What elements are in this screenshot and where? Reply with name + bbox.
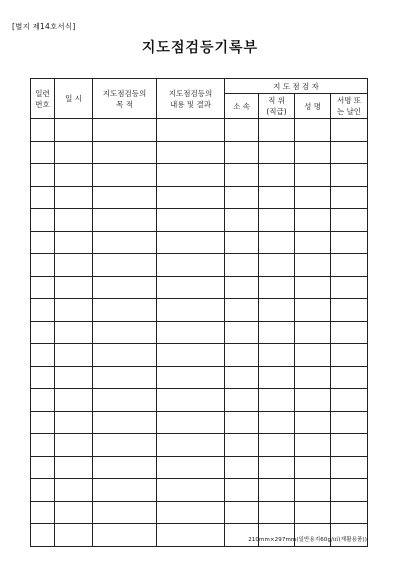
serial-number-cell[interactable] <box>31 456 55 479</box>
affiliation-cell[interactable] <box>225 321 259 344</box>
header-position: 직 위 (직급) <box>259 94 295 119</box>
table-row <box>31 501 368 524</box>
name-cell[interactable] <box>295 501 331 524</box>
signature-cell[interactable] <box>331 479 368 502</box>
serial-number-cell[interactable] <box>31 141 55 164</box>
affiliation-cell[interactable] <box>225 186 259 209</box>
content-result-cell[interactable] <box>157 209 225 232</box>
purpose-cell[interactable] <box>93 119 157 142</box>
serial-number-cell[interactable] <box>31 299 55 322</box>
affiliation-cell[interactable] <box>225 411 259 434</box>
affiliation-cell[interactable] <box>225 254 259 277</box>
datetime-cell[interactable] <box>55 276 93 299</box>
signature-cell[interactable] <box>331 119 368 142</box>
signature-cell[interactable] <box>331 231 368 254</box>
purpose-cell[interactable] <box>93 276 157 299</box>
position-cell[interactable] <box>259 186 295 209</box>
purpose-cell[interactable] <box>93 456 157 479</box>
table-row <box>31 321 368 344</box>
content-result-cell[interactable] <box>157 389 225 412</box>
name-cell[interactable] <box>295 141 331 164</box>
name-cell[interactable] <box>295 254 331 277</box>
header-content-result: 지도점검등의 내용 및 결과 <box>157 79 225 119</box>
table-row <box>31 366 368 389</box>
serial-number-cell[interactable] <box>31 434 55 457</box>
affiliation-cell[interactable] <box>225 366 259 389</box>
name-cell[interactable] <box>295 434 331 457</box>
name-cell[interactable] <box>295 321 331 344</box>
content-result-cell[interactable] <box>157 524 225 547</box>
datetime-cell[interactable] <box>55 231 93 254</box>
signature-cell[interactable] <box>331 186 368 209</box>
purpose-cell[interactable] <box>93 479 157 502</box>
datetime-cell[interactable] <box>55 456 93 479</box>
serial-number-cell[interactable] <box>31 254 55 277</box>
table-row <box>31 299 368 322</box>
name-cell[interactable] <box>295 456 331 479</box>
serial-number-cell[interactable] <box>31 524 55 547</box>
serial-number-cell[interactable] <box>31 366 55 389</box>
purpose-cell[interactable] <box>93 299 157 322</box>
position-cell[interactable] <box>259 209 295 232</box>
position-cell[interactable] <box>259 231 295 254</box>
affiliation-cell[interactable] <box>225 344 259 367</box>
datetime-cell[interactable] <box>55 164 93 187</box>
purpose-cell[interactable] <box>93 164 157 187</box>
header-name: 성 명 <box>295 94 331 119</box>
header-inspector-group: 지 도 점 검 자 <box>225 79 368 94</box>
datetime-cell[interactable] <box>55 299 93 322</box>
serial-number-cell[interactable] <box>31 119 55 142</box>
serial-number-cell[interactable] <box>31 479 55 502</box>
datetime-cell[interactable] <box>55 389 93 412</box>
affiliation-cell[interactable] <box>225 276 259 299</box>
purpose-cell[interactable] <box>93 434 157 457</box>
name-cell[interactable] <box>295 366 331 389</box>
purpose-cell[interactable] <box>93 209 157 232</box>
serial-number-cell[interactable] <box>31 186 55 209</box>
affiliation-cell[interactable] <box>225 456 259 479</box>
purpose-cell[interactable] <box>93 524 157 547</box>
name-cell[interactable] <box>295 186 331 209</box>
purpose-cell[interactable] <box>93 254 157 277</box>
content-result-cell[interactable] <box>157 456 225 479</box>
datetime-cell[interactable] <box>55 141 93 164</box>
affiliation-cell[interactable] <box>225 389 259 412</box>
content-result-cell[interactable] <box>157 344 225 367</box>
affiliation-cell[interactable] <box>225 231 259 254</box>
content-result-cell[interactable] <box>157 299 225 322</box>
table-row <box>31 209 368 232</box>
datetime-cell[interactable] <box>55 209 93 232</box>
content-result-cell[interactable] <box>157 411 225 434</box>
name-cell[interactable] <box>295 209 331 232</box>
signature-cell[interactable] <box>331 389 368 412</box>
content-result-cell[interactable] <box>157 366 225 389</box>
serial-number-cell[interactable] <box>31 501 55 524</box>
table-row <box>31 119 368 142</box>
signature-cell[interactable] <box>331 254 368 277</box>
content-result-cell[interactable] <box>157 164 225 187</box>
purpose-cell[interactable] <box>93 231 157 254</box>
signature-cell[interactable] <box>331 164 368 187</box>
serial-number-cell[interactable] <box>31 344 55 367</box>
datetime-cell[interactable] <box>55 479 93 502</box>
table-row <box>31 186 368 209</box>
content-result-cell[interactable] <box>157 186 225 209</box>
position-cell[interactable] <box>259 141 295 164</box>
signature-cell[interactable] <box>331 321 368 344</box>
serial-number-cell[interactable] <box>31 411 55 434</box>
name-cell[interactable] <box>295 344 331 367</box>
content-result-cell[interactable] <box>157 276 225 299</box>
affiliation-cell[interactable] <box>225 479 259 502</box>
name-cell[interactable] <box>295 231 331 254</box>
table-row <box>31 164 368 187</box>
position-cell[interactable] <box>259 501 295 524</box>
serial-number-cell[interactable] <box>31 389 55 412</box>
purpose-cell[interactable] <box>93 501 157 524</box>
form-number-label: [별지 제14호서식] <box>12 22 76 31</box>
purpose-cell[interactable] <box>93 366 157 389</box>
header-signature: 서명 또 는 날인 <box>331 94 368 119</box>
serial-number-cell[interactable] <box>31 164 55 187</box>
paper-size-note: 210mm×297mm(일반용지60g/㎡(재활용품)) <box>248 537 367 543</box>
name-cell[interactable] <box>295 119 331 142</box>
position-cell[interactable] <box>259 389 295 412</box>
datetime-cell[interactable] <box>55 366 93 389</box>
affiliation-cell[interactable] <box>225 164 259 187</box>
affiliation-cell[interactable] <box>225 141 259 164</box>
signature-cell[interactable] <box>331 209 368 232</box>
content-result-cell[interactable] <box>157 119 225 142</box>
position-cell[interactable] <box>259 479 295 502</box>
page-title: 지도점검등기록부 <box>141 40 259 56</box>
table-row <box>31 456 368 479</box>
signature-cell[interactable] <box>331 141 368 164</box>
purpose-cell[interactable] <box>93 186 157 209</box>
position-cell[interactable] <box>259 119 295 142</box>
signature-cell[interactable] <box>331 501 368 524</box>
table-row <box>31 344 368 367</box>
signature-cell[interactable] <box>331 456 368 479</box>
name-cell[interactable] <box>295 276 331 299</box>
content-result-cell[interactable] <box>157 321 225 344</box>
table-row <box>31 411 368 434</box>
position-cell[interactable] <box>259 366 295 389</box>
header-datetime: 일 시 <box>55 79 93 119</box>
position-cell[interactable] <box>259 164 295 187</box>
name-cell[interactable] <box>295 389 331 412</box>
table-row <box>31 141 368 164</box>
table-row <box>31 479 368 502</box>
affiliation-cell[interactable] <box>225 501 259 524</box>
table-row <box>31 389 368 412</box>
affiliation-cell[interactable] <box>225 119 259 142</box>
name-cell[interactable] <box>295 411 331 434</box>
position-cell[interactable] <box>259 276 295 299</box>
header-serial-number: 일련 번호 <box>31 79 55 119</box>
content-result-cell[interactable] <box>157 479 225 502</box>
serial-number-cell[interactable] <box>31 209 55 232</box>
name-cell[interactable] <box>295 479 331 502</box>
serial-number-cell[interactable] <box>31 231 55 254</box>
table-row <box>31 254 368 277</box>
purpose-cell[interactable] <box>93 344 157 367</box>
inspection-record-table <box>30 78 368 547</box>
table-row <box>31 276 368 299</box>
position-cell[interactable] <box>259 411 295 434</box>
content-result-cell[interactable] <box>157 141 225 164</box>
table-row <box>31 231 368 254</box>
purpose-cell[interactable] <box>93 321 157 344</box>
signature-cell[interactable] <box>331 299 368 322</box>
content-result-cell[interactable] <box>157 501 225 524</box>
position-cell[interactable] <box>259 254 295 277</box>
datetime-cell[interactable] <box>55 434 93 457</box>
datetime-cell[interactable] <box>55 254 93 277</box>
position-cell[interactable] <box>259 344 295 367</box>
name-cell[interactable] <box>295 164 331 187</box>
datetime-cell[interactable] <box>55 186 93 209</box>
position-cell[interactable] <box>259 299 295 322</box>
datetime-cell[interactable] <box>55 501 93 524</box>
content-result-cell[interactable] <box>157 231 225 254</box>
affiliation-cell[interactable] <box>225 434 259 457</box>
serial-number-cell[interactable] <box>31 321 55 344</box>
datetime-cell[interactable] <box>55 119 93 142</box>
datetime-cell[interactable] <box>55 321 93 344</box>
affiliation-cell[interactable] <box>225 299 259 322</box>
signature-cell[interactable] <box>331 366 368 389</box>
datetime-cell[interactable] <box>55 411 93 434</box>
position-cell[interactable] <box>259 321 295 344</box>
signature-cell[interactable] <box>331 411 368 434</box>
header-affiliation: 소 속 <box>225 94 259 119</box>
content-result-cell[interactable] <box>157 254 225 277</box>
purpose-cell[interactable] <box>93 411 157 434</box>
datetime-cell[interactable] <box>55 344 93 367</box>
table-body <box>31 119 368 547</box>
affiliation-cell[interactable] <box>225 209 259 232</box>
serial-number-cell[interactable] <box>31 276 55 299</box>
table-row <box>31 434 368 457</box>
purpose-cell[interactable] <box>93 141 157 164</box>
header-purpose: 지도점검등의 목 적 <box>93 79 157 119</box>
position-cell[interactable] <box>259 434 295 457</box>
content-result-cell[interactable] <box>157 434 225 457</box>
position-cell[interactable] <box>259 456 295 479</box>
purpose-cell[interactable] <box>93 389 157 412</box>
name-cell[interactable] <box>295 299 331 322</box>
datetime-cell[interactable] <box>55 524 93 547</box>
signature-cell[interactable] <box>331 276 368 299</box>
signature-cell[interactable] <box>331 344 368 367</box>
signature-cell[interactable] <box>331 434 368 457</box>
